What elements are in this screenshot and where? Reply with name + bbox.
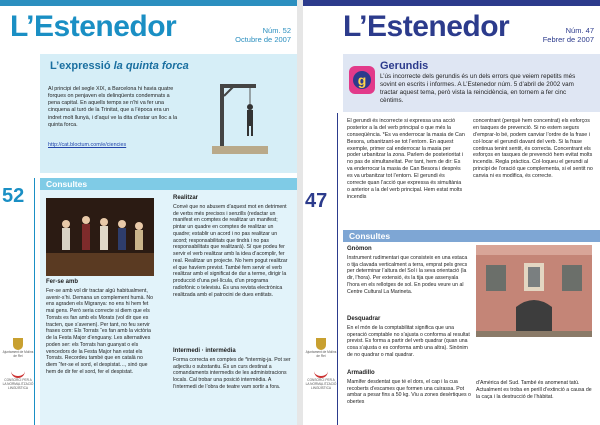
entry-body: En el món de la comptabilitat significa que una operació comptable no s’ajusta o conforma al resultat previst. Es forma a partir del verb quadrar (quan una cosa s’ajusta o es conforma amb una altra). Sinònim de no quadrar o mal quadrar. xyxy=(347,324,470,358)
column-rule xyxy=(337,113,338,425)
entry-intermedi xyxy=(173,348,291,391)
issue-big-number: 52 xyxy=(2,185,25,207)
column-rule xyxy=(34,178,35,425)
gerundi-g-icon xyxy=(347,62,377,98)
issue-big-number: 47 xyxy=(305,190,328,212)
feature-title-plain: L’expressió xyxy=(50,60,114,72)
logo-ajuntament: Ajuntament de Molins de Rei xyxy=(2,338,34,359)
wave-icon xyxy=(11,370,25,378)
entry-body: Fer-se amb vol dir tractar algú habitualment, avenir-s’hi. Demana un complement humà. No ens agraden els Migranya: no ens hi hem fet mai gens. Però seria correcte si diem que els Torrats es fan amb els Morats (vol dir que es tracten, que s’avenen). Per tant, no feu servir frases com: Els Torrats “es fan amb la victòria de la Festa Major d’enguany. Les alternatives poden ser: els Torrats han guanyat o els vencedors de la Festa Major han estat els Torrats. Recordeu també que en català no diem “fer-se el sord, el despistat…, sinó que hem de dir fer el sord, fer el despistat. xyxy=(46,287,153,375)
entry-body: Forma correcta en comptes de *intermig-ja. Pot ser adjectiu o substantiu. És un curs destinat a comandaments intermedis de les administracions locals. Cal trobar una posició intermèdia. A l’intermedi de l’obra de teatre vam sortir a fora. xyxy=(173,356,291,390)
feature-title: Gerundis xyxy=(380,60,429,72)
gerundi-column-1: El gerundi és incorrecte si expressa una acció posterior a la del verb principal o que més la conseqüència. *Es va enderrocar la masia de Can Besora, urbanitzant-se tot l’entorn. En aquest exemple, primer cal enderrocar la masia per poder urbanitzar la zona. Parlem de posterioritat i no pas de simultaneïtat. Per tant, hem de dir: Es va enderrocar la masia de Can Besora i després es va urbanitzar tot l’entorn. El gerundi és correcte quan l’acció que expressa és simultània o anterior a la del verb principal. Hem estat molts incendis xyxy=(347,118,465,200)
section-header-consultes: Consultes xyxy=(343,230,600,242)
gerundi-column-2: concentrant (perquè hem concentrat) els esforços en tasques de prevenció. Si no estem segurs d’emprar-lo bé, podem canviar l’ordre de la frase i col·locar el gerundi davant del verb. Si la frase continua tenint sentit, és correcta. Concentrant els esforços en tasques de prevenció hem evitat molts incendis. Regla pràctica. Col·loqueu el gerundi al principi de l’oració que complementa, si el sentit no canvia ni es modifica, és correcte. xyxy=(473,118,593,179)
top-bar xyxy=(303,0,600,6)
issue-info xyxy=(235,27,291,44)
entry-gnomon xyxy=(347,246,471,295)
entry-title: Gnòmon xyxy=(347,246,372,252)
issue-number: Núm. 52 xyxy=(262,26,291,35)
masthead: L’Estenedor xyxy=(10,10,177,43)
wave-icon xyxy=(314,370,328,378)
logo-consorci: CONSORCI PER A LA NORMALITZACIÓ LINGÜÍSTICA xyxy=(2,370,34,391)
masthead: L’Estenedor xyxy=(343,10,510,43)
newsletter-page-47 xyxy=(303,0,600,425)
issue-date: Febrer de 2007 xyxy=(542,34,594,44)
logo-consorci: CONSORCI PER A LA NORMALITZACIÓ LINGÜÍSTICA xyxy=(305,370,337,391)
entry-title: Realitzar xyxy=(173,195,199,201)
feature-title xyxy=(50,60,189,72)
shield-icon xyxy=(13,338,23,350)
entry-body: Convé que no abusem d’aquest mot en detriment de verbs més precisos i senzills (redactar un manifest en comptes de realitzar un manifest; pintar un quadre en comptes de realitzar un quadre; establir un acord i no pas realitzar un acord; responsabilitats que tindrà i no pas responsabilitats que realitzarà). Sí que podeu fer servir el verb realitzar amb la idea d’acomplir, fer real. Realitzar un projecte. No hem pogut realitzar el que havíem previst. També fem servir el verb realitzar amb el significat de dur a terme, dirigir la producció d’una pel·lícula, d’un programa radiofònic o televisiu. És una revista electrònica realitzada amb el patrocini de dues entitats. xyxy=(173,203,288,298)
entry-realitzar xyxy=(173,195,291,298)
entry-armadillo-continued: d’Amèrica del Sud. També és anomenat tatú. Actualment es troba en perill d’extinció a causa de la caça i la destrucció de l’hàbitat. xyxy=(476,380,592,400)
feature-intro: L’ús incorrecte dels gerundis és un dels errors que veiem repetits més sovint en escrits i informes. A L’Estenedor núm. 5 d’abril de 2002 vam tractar aquest tema, però vista la reincidència, en tornem a fer cinc cèntims. xyxy=(380,73,576,105)
newsletter-page-52 xyxy=(0,0,297,425)
top-bar xyxy=(0,0,297,6)
entry-armadillo xyxy=(347,370,471,406)
shield-icon xyxy=(316,338,326,350)
issue-number: Núm. 47 xyxy=(565,26,594,35)
gallows-image xyxy=(212,78,268,154)
building-photo xyxy=(476,245,592,337)
logo-ajuntament: Ajuntament de Molins de Rei xyxy=(305,338,337,359)
issue-info xyxy=(543,27,594,44)
entry-title: Fer-se amb xyxy=(46,279,79,285)
entry-body: Instrument rudimentari que consisteix en una estaca o tija clavada verticalment a terra, emprat pels grecs per determinar l’altura del Sol i la seva orientació (la dir, l’hora). Per extensió, és la tija que assenyala l’hora en els rellotges de sol. En podeu veure un al Centre Cultural La Marineta. xyxy=(347,254,468,295)
entry-title: Intermedi · intermèdia xyxy=(173,348,236,354)
feature-title-italic: la quinta forca xyxy=(113,60,189,72)
entry-desquadrar xyxy=(347,316,471,359)
entry-title: Desquadrar xyxy=(347,316,381,322)
entry-title: Armadillo xyxy=(347,370,375,376)
feature-link[interactable]: http://cat.bloctum.com/e/ciencies xyxy=(48,142,127,148)
theatre-photo xyxy=(46,198,154,276)
feature-text: Al principi del segle XIX, a Barcelona hi havia quatre forques on penjaven els delinqüents condemnats a pena capital. En aquells temps se n’hi va fer una cinquena al turó de la Trinitat, que a l’època era un indret molt llunyà, i d’aquí ve la dita d’estar un lloc a la quinta forca. xyxy=(48,86,178,128)
issue-date: Octubre de 2007 xyxy=(235,34,291,44)
svg-text:g: g xyxy=(357,72,367,88)
entry-body: Mamífer desdentat que té el dors, el cap i la cua recoberts d’escames que formen una cuirassa. Pot ambar a pesar fins a 50 kg. Viu a zones desèrtiques o obertes xyxy=(347,378,471,406)
section-header-consultes: Consultes xyxy=(40,178,297,190)
entry-fer-se-amb xyxy=(46,279,154,376)
